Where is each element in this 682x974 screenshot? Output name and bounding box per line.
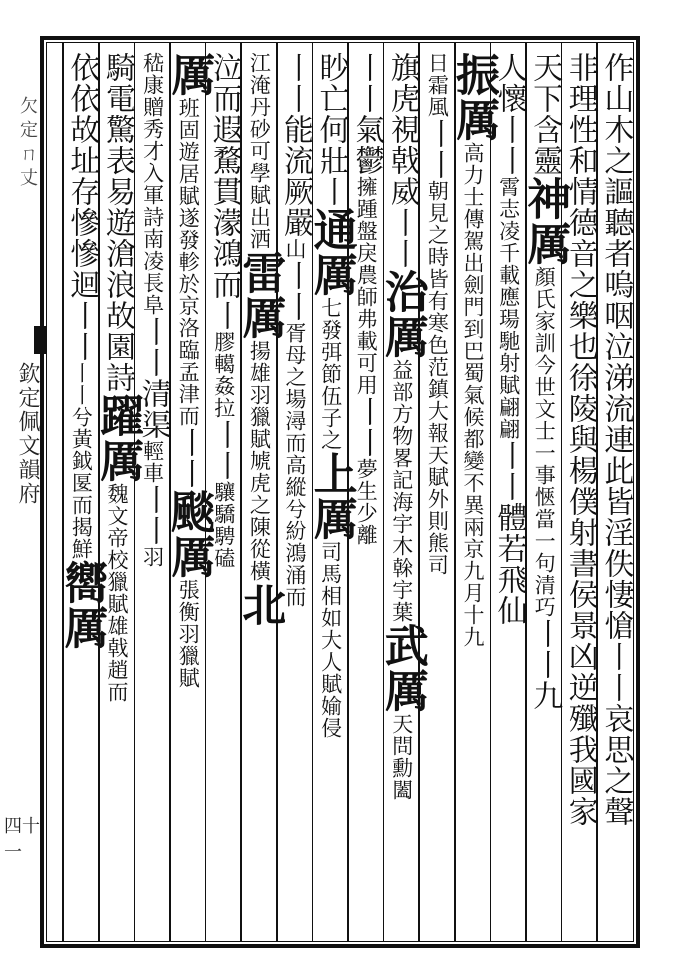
text-segment: 日霜風 — [425, 52, 450, 118]
text-segment: 九 — [527, 680, 563, 711]
text-segment: 丨丨 — [206, 419, 242, 481]
text-segment: 七發弭節伍子之 — [318, 297, 343, 451]
text-segment: 魏文帝校獵賦雄戟趙而 — [105, 483, 129, 703]
text-segment: 非理性和情德音之樂也徐陵與楊僕射書侯景凶逆殲我國家 — [562, 52, 598, 827]
text-segment: 丨丨 — [349, 396, 385, 458]
text-segment: 丨 — [313, 176, 349, 207]
text-column — [53, 52, 107, 932]
text-segment: 丨丨 — [135, 484, 171, 546]
text-segment: 江淹丹砂可學賦出洒 — [247, 52, 272, 250]
headword: 颷厲 — [163, 489, 215, 579]
text-segment: 丨丨 — [64, 300, 100, 362]
text-segment: 擁踵盤戾農師弗載可用 — [354, 176, 379, 396]
text-segment: 天下含靈 — [527, 52, 563, 176]
text-segment: 司馬相如大人賦媮侵 — [318, 541, 343, 739]
text-segment: 羽 — [140, 546, 165, 568]
text-segment: 張衡羽獵賦 — [176, 579, 201, 689]
headword: 躍厲 — [92, 393, 143, 483]
text-segment: 體若飛仙 — [491, 502, 527, 626]
text-segment: 揚雄羽獵賦虓虎之陳從橫 — [247, 340, 272, 582]
text-segment: 丨丨能流厥嚴 — [278, 52, 313, 238]
text-segment: 丨丨 — [527, 618, 563, 680]
text-segment: 天問勳闔 — [389, 713, 414, 801]
text-segment: 哀思之聲 — [598, 703, 634, 827]
text-segment: 輕車 — [140, 440, 165, 484]
text-segment: 騎電驚表易遊滄浪故園詩 — [100, 52, 135, 393]
text-segment: 丨丨 — [171, 427, 207, 489]
text-segment: 清渠 — [135, 378, 171, 440]
text-segment: 丨丨 — [420, 118, 456, 180]
text-segment: 旗虎視戟威 — [384, 52, 420, 207]
headword: 神厲 — [519, 176, 571, 266]
text-segment: 班固遊居賦遂發軫於京洛臨孟津而 — [176, 97, 201, 427]
headword: 雷厲 — [234, 250, 286, 340]
text-segment: 丨丨 — [491, 440, 527, 502]
headword: 治厲 — [376, 269, 428, 359]
text-segment: 丨丨 — [384, 207, 420, 269]
headword: 振厲 — [448, 52, 499, 142]
text-segment: 泣而遐騖貫濛鴻而 — [206, 52, 242, 300]
book-title-label: 欽定佩文韻府 — [15, 362, 40, 506]
text-segment: 胥母之場 — [283, 322, 307, 410]
text-segment: 朝見之時皆有寒色范鎮大報天賦外則熊司 — [425, 180, 450, 576]
left-margin — [0, 36, 40, 948]
text-segment: 高力士傳駕出劍門到巴蜀氣候都變不異兩京九月十九 — [461, 142, 485, 648]
text-segment: 嵇康贈秀才入軍詩南凌長阜 — [140, 52, 165, 316]
headword: 厲 — [163, 52, 215, 97]
fold-marks: 欠定ㄇ丈 — [17, 96, 38, 192]
text-segment: 霄志凌千載應瑒馳射賦翩翩 — [496, 176, 521, 440]
text-segment: 眇亡何壯 — [313, 52, 349, 176]
text-segment: 作山木之謳聽者嗚咽泣涕流連此皆淫佚悽愴 — [598, 52, 634, 641]
text-segment: 人懷 — [491, 52, 527, 114]
text-segment: 潯而高縱兮紛鴻涌而 — [283, 410, 307, 608]
text-segment: 驤驕騁磕 — [211, 481, 236, 569]
text-segment: 顏氏家訓今世文士一事愜當一句清巧 — [532, 266, 557, 618]
text-segment: 丨丨 — [598, 641, 634, 703]
text-segment: 丨丨兮黃鉞匽而揭鮮 — [69, 362, 94, 560]
headword: 通厲 — [305, 207, 357, 297]
headword: 嚮厲 — [56, 560, 108, 650]
page-number: 四十一 — [4, 816, 40, 863]
headword: 上厲 — [305, 451, 357, 541]
text-segment: 益部方物畧記海宇木榦宇葉 — [389, 359, 414, 623]
text-segment: 夢生少離 — [354, 458, 379, 546]
text-segment: 山 — [283, 238, 307, 260]
headword: 北 — [234, 582, 286, 627]
text-segment: 丨丨 — [491, 114, 527, 176]
text-segment: 丨丨 — [135, 316, 171, 378]
text-segment: 丨丨氣鬱 — [349, 52, 385, 176]
text-segment: 丨丨 — [278, 260, 313, 322]
headword: 武厲 — [376, 623, 428, 713]
text-segment: 依依故址存慘慘迴 — [64, 52, 100, 300]
text-segment: 膠轕姦拉 — [211, 331, 236, 419]
text-segment: 丨 — [206, 300, 242, 331]
